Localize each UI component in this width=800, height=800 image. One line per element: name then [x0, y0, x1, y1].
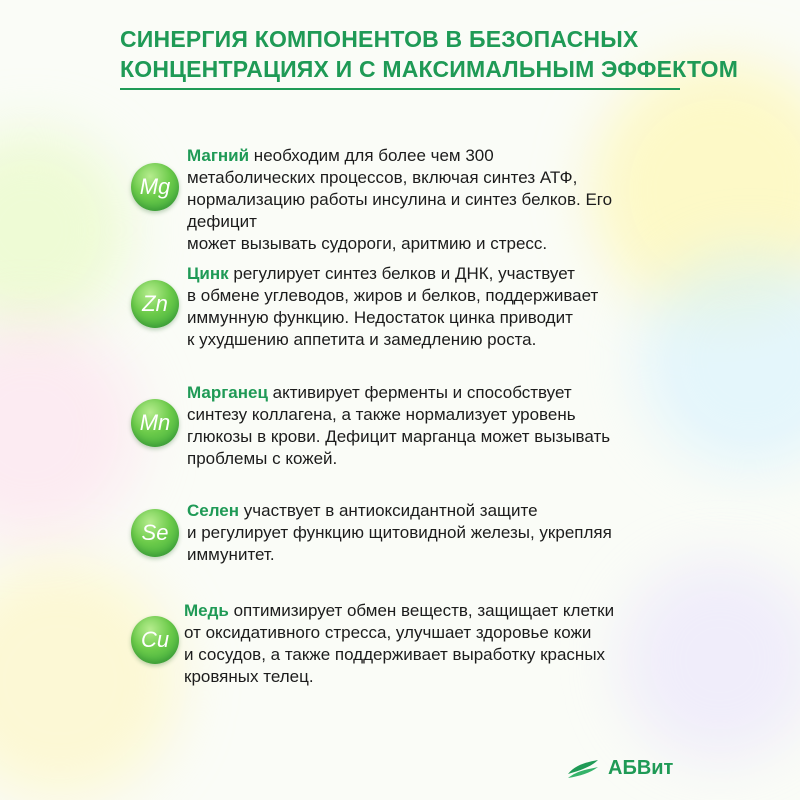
cu-symbol: Cu [140, 627, 170, 652]
copper-line-2: от оксидативного стресса, улучшает здоровье кожи [184, 623, 592, 642]
copper-name: Медь [184, 601, 229, 620]
cu-element-badge [131, 616, 179, 664]
zinc-line-1: Цинк регулирует синтез белков и ДНК, участвует [187, 264, 575, 283]
selenium-line-1: Селен участвует в антиоксидантной защите [187, 501, 538, 520]
brand-name: АБВит [608, 757, 674, 779]
se-symbol: Se [141, 520, 169, 545]
magnesium-line-2: метаболических процессов, включая синтез АТФ, [187, 168, 578, 187]
manganese-line-1: Марганец активирует ферменты и способствует [187, 383, 572, 402]
copper-line-3: и сосудов, а также поддерживает выработку красных [184, 645, 606, 664]
selenium-description [187, 500, 612, 566]
zinc-line-3: иммунную функцию. Недостаток цинка приводит [187, 308, 573, 327]
mn-symbol: Mn [139, 410, 171, 435]
title-divider [120, 88, 680, 90]
magnesium-line-3: нормализацию работы инсулина и синтез белков. Его [187, 190, 613, 209]
mg-element-badge [131, 163, 179, 211]
zn-symbol: Zn [142, 291, 168, 316]
page-title [120, 24, 760, 84]
zinc-line-4: к ухудшению аппетита и замедлению роста. [187, 330, 537, 349]
se-element-badge [131, 509, 179, 557]
magnesium-line-4: дефицит [187, 212, 257, 231]
zinc-description [187, 263, 598, 351]
title-line-1: СИНЕРГИЯ КОМПОНЕНТОВ В БЕЗОПАСНЫХ [120, 26, 639, 52]
manganese-name: Марганец [187, 383, 268, 402]
magnesium-line-5: может вызывать судороги, аритмию и стресс. [187, 234, 548, 253]
selenium-line-2: и регулирует функцию щитовидной железы, укрепляя [187, 523, 612, 542]
magnesium-description [187, 145, 612, 255]
copper-line-1: Медь оптимизирует обмен веществ, защищает клетки [184, 601, 615, 620]
manganese-description [187, 382, 610, 470]
brand-logo [566, 757, 673, 780]
mn-element-badge [131, 399, 179, 447]
magnesium-name: Магний [187, 146, 250, 165]
title-line-2: КОНЦЕНТРАЦИЯХ И С МАКСИМАЛЬНЫМ ЭФФЕКТОМ [120, 56, 739, 82]
copper-description [184, 600, 614, 688]
selenium-line-3: иммунитет. [187, 545, 275, 564]
leaf-logo-icon [566, 758, 600, 780]
copper-line-4: кровяных телец. [184, 667, 314, 686]
selenium-name: Селен [187, 501, 240, 520]
manganese-line-4: проблемы с кожей. [187, 449, 338, 468]
mg-symbol: Mg [139, 174, 171, 199]
manganese-line-3: глюкозы в крови. Дефицит марганца может вызывать [187, 427, 611, 446]
zn-element-badge [131, 280, 179, 328]
zinc-line-2: в обмене углеводов, жиров и белков, поддерживает [187, 286, 599, 305]
manganese-line-2: синтезу коллагена, а также нормализует уровень [187, 405, 576, 424]
zinc-name: Цинк [187, 264, 229, 283]
magnesium-line-1: Магний необходим для более чем 300 [187, 146, 494, 165]
